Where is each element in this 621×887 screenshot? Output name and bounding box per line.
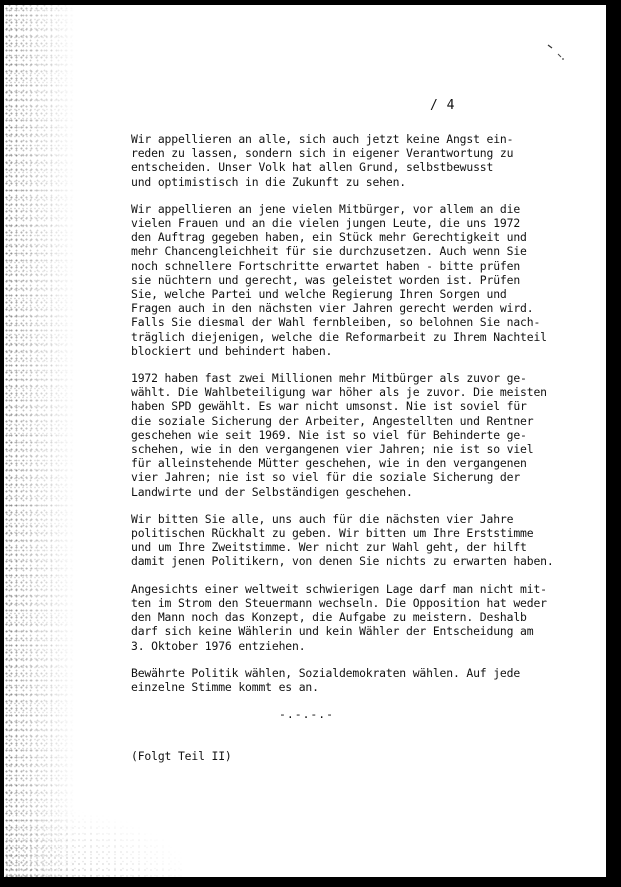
text-line: die soziale Sicherung der Arbeiter, Angestellten und Rentner [131, 413, 534, 428]
scan-mark-top-right [546, 43, 566, 61]
paragraph [131, 666, 571, 694]
text-line: Landwirte und der Selbständigen geschehen. [131, 484, 413, 499]
text-line: Wir appellieren an alle, sich auch jetzt keine Angst ein- [131, 132, 514, 146]
text-line: damit jenen Politikern, von denen Sie nichts zu erwarten haben. [131, 554, 554, 569]
text-line: ten im Strom den Steuermann wechseln. Die Opposition hat weder [131, 595, 547, 610]
letter-body [131, 132, 571, 764]
text-line: Wir appellieren an jene vielen Mitbürger, vor allem an die [131, 201, 521, 216]
paragraph [131, 512, 571, 569]
text-line: darf sich keine Wählerin und kein Wähler der Entscheidung am [131, 624, 534, 639]
text-line: für alleinstehende Mütter geschehen, wie in den vergangenen [131, 456, 527, 471]
paragraph [131, 132, 571, 189]
continuation-note: (Folgt Teil II) [131, 749, 232, 764]
text-line: geschehen wie seit 1969. Nie ist so viel für Behinderte ge- [131, 427, 527, 442]
page-number: / 4 [430, 98, 455, 113]
text-line: wählt. Die Wahlbeteiligung war höher als je zuvor. Die meisten [131, 385, 547, 400]
text-line: 1972 haben fast zwei Millionen mehr Mitbürger als zuvor ge- [131, 371, 527, 386]
text-line: 3. Oktober 1976 entziehen. [131, 638, 306, 653]
text-line: vielen Frauen und an die vielen jungen Leute, die uns 1972 [131, 216, 521, 231]
text-line: politischen Rückhalt zu geben. Wir bitten um Ihre Erststimme [131, 526, 534, 541]
text-line: Fragen auch in den nächsten vier Jahren gerecht werden wird. [131, 301, 534, 316]
text-line: einzelne Stimme kommt es an. [131, 679, 319, 694]
text-line: schehen, wie in den vergangenen vier Jahren; nie ist so viel [131, 442, 534, 457]
paragraph [131, 202, 571, 358]
text-line: blockiert und behindert haben. [131, 343, 333, 358]
text-line: vier Jahren; nie ist so viel für die soziale Sicherung der [131, 470, 521, 485]
text-line: träglich diejenigen, welche die Reformarbeit zu Ihrem Nachteil [131, 329, 547, 344]
text-line: mehr Chancengleichheit für sie durchzusetzen. Auch wenn Sie [131, 244, 527, 259]
text-line: den Auftrag gegeben haben, ein Stück mehr Gerechtigkeit und [131, 230, 527, 245]
paragraph-list [131, 132, 571, 694]
text-line: haben SPD gewählt. Es war nicht umsonst. Nie ist soviel für [131, 399, 527, 414]
paragraph [131, 371, 571, 499]
text-line: reden zu lassen, sondern sich in eigener Verantwortung zu [131, 146, 514, 161]
text-line: noch schnellere Fortschritte erwartet haben - bitte prüfen [131, 258, 521, 273]
paragraph [131, 582, 571, 653]
text-line: Falls Sie diesmal der Wahl fernbleiben, so belohnen Sie nach- [131, 315, 541, 330]
scan-noise-bottom-corner [4, 807, 184, 877]
text-line: Angesichts einer weltweit schwierigen Lage darf man nicht mit- [131, 581, 547, 596]
scan-noise-left-edge [4, 5, 76, 877]
text-line: den Mann noch das Konzept, die Aufgabe zu meistern. Deshalb [131, 610, 527, 625]
text-line: und optimistisch in die Zukunft zu sehen. [131, 174, 407, 189]
text-line: sie nüchtern und gerecht, was geleistet worden ist. Prüfen [131, 272, 521, 287]
text-line: Sie, welche Partei und welche Regierung Ihren Sorgen und [131, 287, 507, 302]
text-line: Wir bitten Sie alle, uns auch für die nächsten vier Jahre [131, 511, 514, 526]
document-page [4, 5, 606, 877]
section-separator: -.-.-.- [279, 707, 335, 722]
text-line: und um Ihre Zweitstimme. Wer nicht zur Wahl geht, der hilft [131, 540, 527, 555]
text-line: entscheiden. Unser Volk hat allen Grund, selbstbewusst [131, 160, 494, 175]
text-line: Bewährte Politik wählen, Sozialdemokraten wählen. Auf jede [131, 665, 521, 680]
